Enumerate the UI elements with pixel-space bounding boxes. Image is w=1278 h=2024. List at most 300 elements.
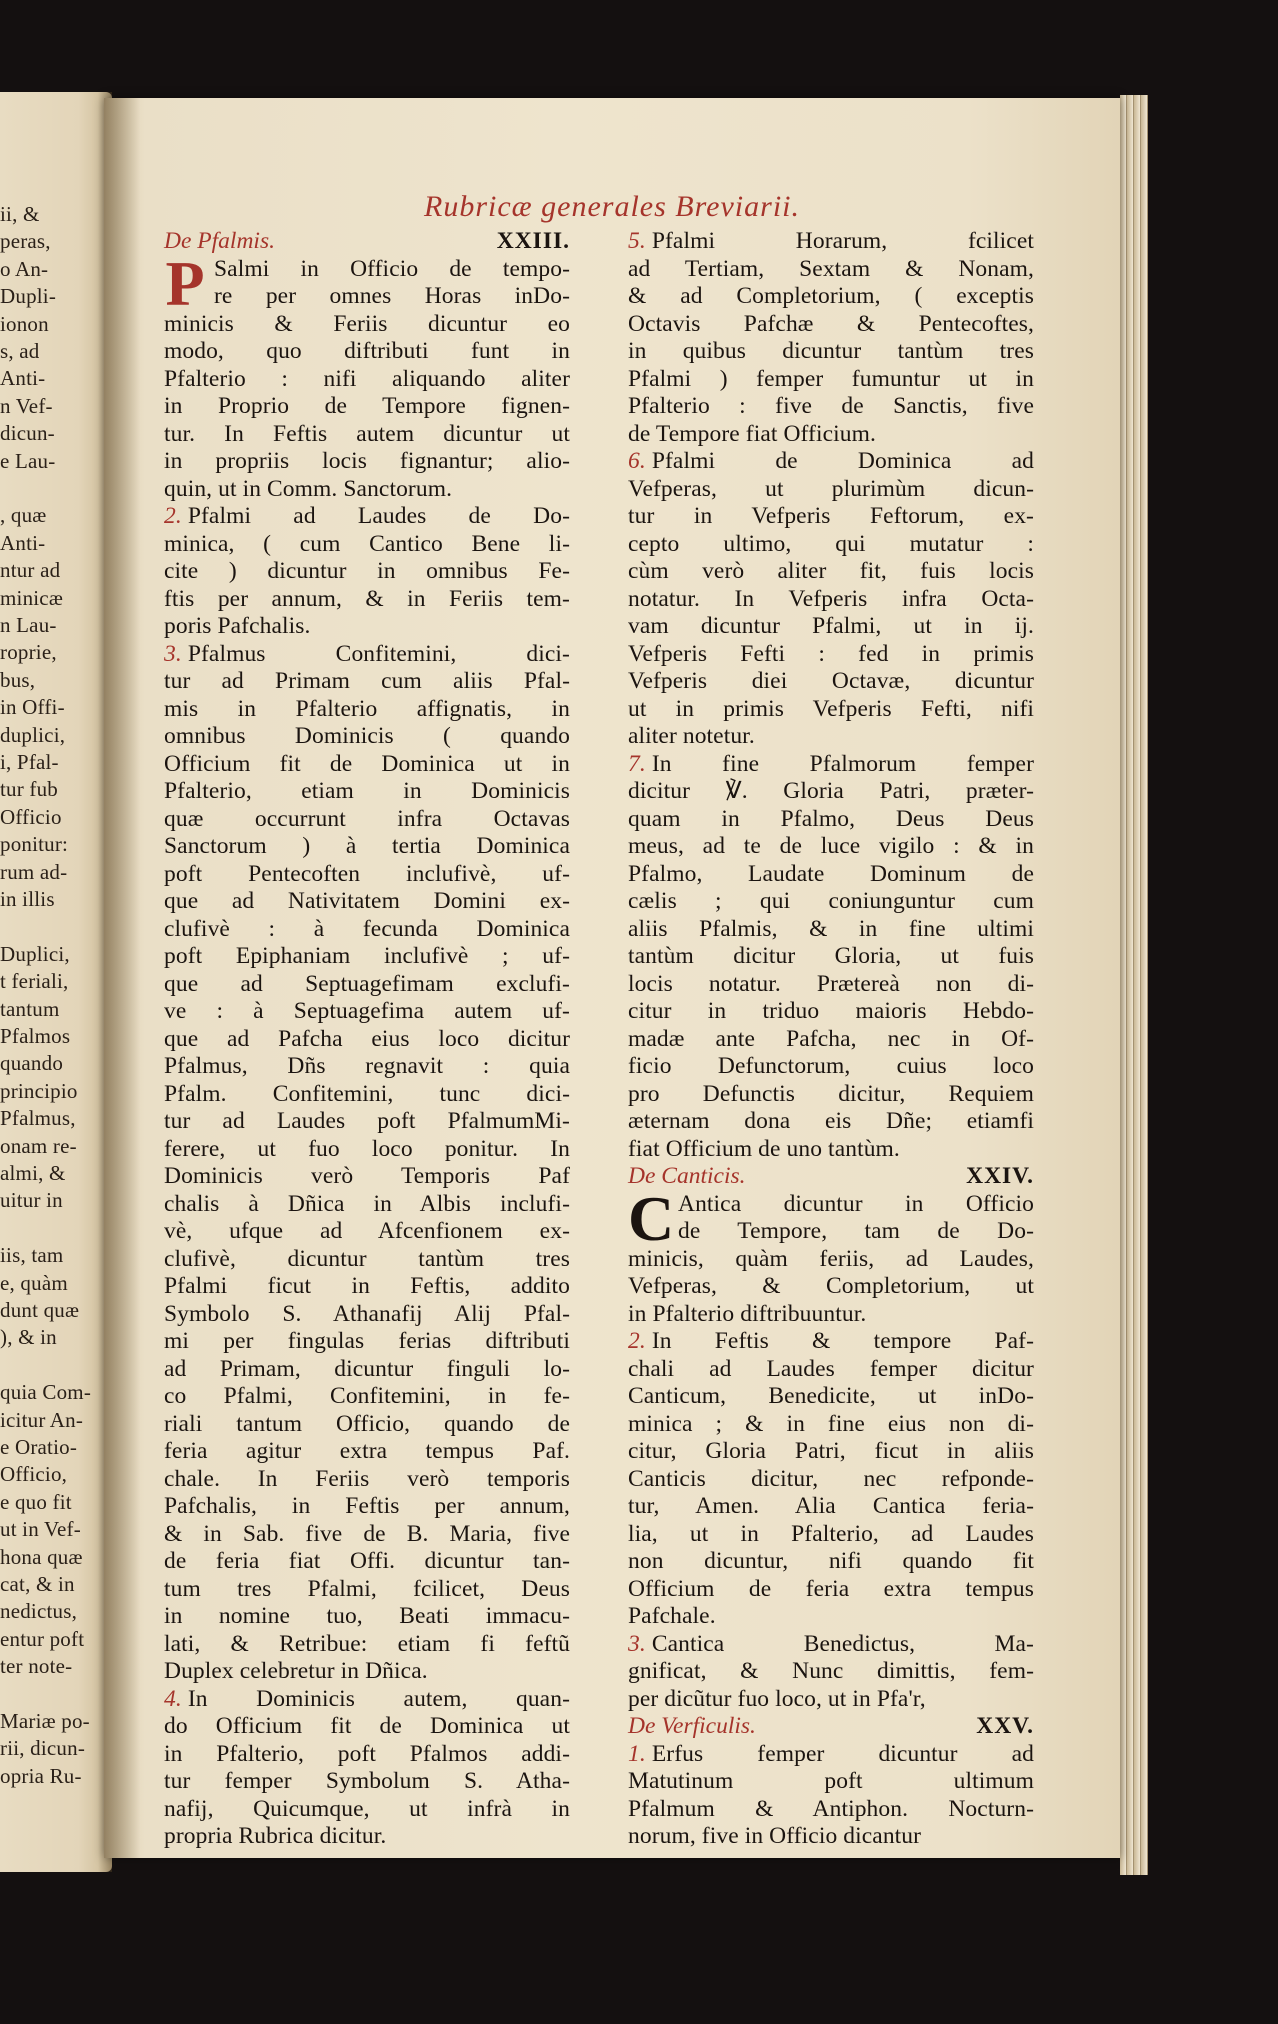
text-line <box>164 448 570 476</box>
left-column <box>164 228 570 1851</box>
line-text: tur, Amen. Alia Cantica feria- <box>628 1493 1034 1519</box>
left-page-fragment: in Offi- <box>0 695 65 720</box>
line-text: Pfalmum & Antiphon. Nocturn- <box>628 1795 1034 1822</box>
text-line <box>628 971 1034 999</box>
line-text: quæ occurrunt infra Octavas <box>164 805 570 832</box>
text-line <box>164 421 570 449</box>
line-text: modo, quo diftributi funt in <box>164 338 570 364</box>
text-line <box>164 1108 570 1136</box>
text-line <box>628 228 1034 256</box>
line-text: ficio Defunctorum, cuius loco <box>628 1053 1034 1079</box>
left-page-fragment: icitur An- <box>0 1407 84 1432</box>
text-line <box>164 668 570 696</box>
text-line <box>164 696 570 724</box>
line-text: feria agitur extra tempus Paf. <box>164 1438 570 1464</box>
left-page-fragment: e quo fit <box>0 1489 72 1514</box>
text-line <box>628 256 1034 284</box>
text-line <box>164 503 570 531</box>
text-line <box>164 1053 570 1081</box>
line-text: nafij, Quicumque, ut infrà in <box>164 1795 570 1822</box>
text-line <box>628 641 1034 669</box>
text-line <box>214 256 570 284</box>
left-page <box>0 92 112 1872</box>
line-text: ve : à Septuagefima autem uf- <box>164 998 570 1024</box>
line-text: dicitur ℣. Gloria Patri, præter- <box>628 778 1034 804</box>
line-text: In fine Pfalmorum femper <box>651 750 1034 777</box>
line-text: Pfalm. Confitemini, tunc dici- <box>164 1080 570 1107</box>
left-page-fragment: ii, & <box>0 202 40 226</box>
line-text: vam dicuntur Pfalmi, ut in ij. <box>628 613 1034 639</box>
section-title: De Canticis. <box>628 1163 746 1189</box>
text-line <box>628 421 1034 449</box>
left-page-fragment: Anti- <box>0 366 46 391</box>
line-text: notatur. In Vefperis infra Octa- <box>628 585 1034 612</box>
text-line <box>164 1768 570 1796</box>
line-text: de Tempore fiat Officium. <box>628 420 876 447</box>
text-line <box>164 338 570 366</box>
paragraph-number: 7. <box>628 750 646 777</box>
left-page-fragment: ntur ad <box>0 558 61 583</box>
text-line <box>628 1466 1034 1494</box>
line-text: tur in Vefperis Feftorum, ex- <box>628 503 1034 529</box>
text-line <box>628 531 1034 559</box>
text-line <box>628 1658 1034 1686</box>
text-line <box>628 1108 1034 1136</box>
line-text: Pfalmi ficut in Feftis, addito <box>164 1273 570 1299</box>
left-page-fragment: hona quæ <box>0 1544 83 1569</box>
section-heading <box>628 1713 1034 1741</box>
text-line <box>164 1466 570 1494</box>
section-heading <box>628 1163 1034 1191</box>
text-line <box>628 1796 1034 1824</box>
text-line <box>164 1356 570 1384</box>
text-line <box>164 1026 570 1054</box>
text-line <box>678 1191 1034 1219</box>
line-text: pro Defunctis dicitur, Requiem <box>628 1080 1034 1107</box>
text-line <box>628 751 1034 779</box>
left-page-fragment: ionon <box>0 311 49 336</box>
line-text: do Officium fit de Dominica ut <box>164 1713 570 1739</box>
line-text: Dominicis verò Temporis Paf <box>164 1163 570 1189</box>
left-page-fragment: t feriali, <box>0 969 69 994</box>
text-line <box>164 1163 570 1191</box>
text-line <box>164 1493 570 1521</box>
left-page-fragment: roprie, <box>0 640 57 665</box>
text-line <box>678 1218 1034 1246</box>
left-page-fragment: entur poft <box>0 1626 85 1651</box>
left-page-fragment: e Lau- <box>0 448 56 473</box>
left-page-fragment: ter note- <box>0 1654 73 1679</box>
left-page-fragment: quia Com- <box>0 1380 92 1405</box>
text-line <box>628 1273 1034 1301</box>
text-line <box>628 1383 1034 1411</box>
text-line <box>628 311 1034 339</box>
text-line <box>628 503 1034 531</box>
text-line <box>164 1438 570 1466</box>
left-page-fragment: Pfalmus, <box>0 1106 76 1131</box>
text-line <box>628 1301 1034 1329</box>
line-text: Pfalmi ad Laudes de Do- <box>187 503 570 529</box>
text-line <box>628 1136 1034 1164</box>
line-text: aliter notetur. <box>628 723 755 749</box>
left-page-fragment: uitur in <box>0 1188 63 1213</box>
text-line <box>628 1686 1034 1714</box>
left-page-fragment: almi, & <box>0 1161 66 1185</box>
text-line <box>164 1328 570 1356</box>
right-column <box>628 228 1034 1851</box>
paragraph-number: 4. <box>164 1685 182 1712</box>
text-line <box>164 971 570 999</box>
line-text: gnificat, & Nunc dimittis, fem- <box>628 1658 1034 1684</box>
left-page-fragment: rum ad- <box>0 859 68 884</box>
left-column-body <box>164 247 570 1851</box>
line-text: mi per fingulas ferias diftributi <box>164 1328 570 1354</box>
text-line <box>164 366 570 394</box>
text-line <box>628 1493 1034 1521</box>
text-line <box>628 1768 1034 1796</box>
paragraph-number: 2. <box>628 1328 646 1354</box>
text-line <box>164 1658 570 1686</box>
line-text: re per omnes Horas inDo- <box>214 283 570 309</box>
text-line <box>628 1081 1034 1109</box>
line-text: & ad Completorium, ( exceptis <box>628 283 1034 309</box>
line-text: clufivè : à fecunda Dominica <box>164 915 570 942</box>
line-text: chali ad Laudes femper dicitur <box>628 1355 1034 1382</box>
text-line <box>164 1823 570 1851</box>
text-line <box>164 998 570 1026</box>
line-text: Duplex celebretur in Dñica. <box>164 1658 428 1684</box>
line-text: Erfus femper dicuntur ad <box>651 1740 1034 1767</box>
text-line <box>164 1301 570 1329</box>
text-line <box>164 806 570 834</box>
line-text: madæ ante Pafcha, nec in Of- <box>628 1025 1034 1052</box>
paragraph-number: 3. <box>164 640 182 667</box>
left-page-fragment: dunt quæ <box>0 1298 80 1322</box>
text-line <box>164 1411 570 1439</box>
line-text: Vefperas, & Completorium, ut <box>628 1273 1034 1299</box>
text-line <box>628 998 1034 1026</box>
line-text: que ad Pafcha eius loco dicitur <box>164 1025 570 1052</box>
line-text: in propriis locis fignantur; alio- <box>164 448 570 474</box>
main-page <box>104 98 1120 1858</box>
text-line <box>164 531 570 559</box>
left-page-fragment: i, Pfal- <box>0 750 59 774</box>
line-text: chalis à Dñica in Albis inclufi- <box>164 1190 570 1217</box>
line-text: Vefperas, ut plurimùm dicun- <box>628 475 1034 502</box>
line-text: citur, Gloria Patri, ficut in aliis <box>628 1438 1034 1464</box>
text-line <box>164 1603 570 1631</box>
text-line <box>628 668 1034 696</box>
line-text: In Feftis & tempore Paf- <box>651 1328 1034 1354</box>
page-edge <box>1120 95 1127 1875</box>
text-line <box>628 916 1034 944</box>
text-line <box>628 778 1034 806</box>
line-text: ad Primam, dicuntur finguli lo- <box>164 1355 570 1382</box>
text-line <box>628 723 1034 751</box>
page-edge <box>1141 95 1148 1875</box>
text-line <box>628 1026 1034 1054</box>
text-line <box>164 1218 570 1246</box>
text-line <box>164 778 570 806</box>
section-title: De Pfalmis. <box>164 228 275 254</box>
text-line <box>164 1631 570 1659</box>
text-line <box>628 1411 1034 1439</box>
text-line <box>164 641 570 669</box>
line-text: tur femper Symbolum S. Atha- <box>164 1768 570 1794</box>
page-gutter-shadow <box>104 98 140 1858</box>
text-line <box>164 861 570 889</box>
text-line <box>214 283 570 311</box>
line-text: Officium fit de Dominica ut in <box>164 750 570 777</box>
line-text: Pfalmi ) femper fumuntur ut in <box>628 365 1034 392</box>
line-text: Pfalmus, Dñs regnavit : quia <box>164 1053 570 1079</box>
line-text: Cantica Benedictus, Ma- <box>651 1630 1034 1657</box>
line-text: in quibus dicuntur tantùm tres <box>628 338 1034 364</box>
left-page-fragment: peras, <box>0 229 51 254</box>
left-page-fragment: n Lau- <box>0 613 57 637</box>
left-page-fragment: nedictus, <box>0 1599 78 1624</box>
left-page-fragment: Dupli- <box>0 284 57 309</box>
line-text: omnibus Dominicis ( quando <box>164 723 570 749</box>
line-text: lia, ut in Pfalterio, ad Laudes <box>628 1520 1034 1547</box>
left-page-fragment: in illis <box>0 887 55 911</box>
text-line <box>164 723 570 751</box>
left-page-fragment: o An- <box>0 256 49 281</box>
text-line <box>164 311 570 339</box>
line-text: Pfalmi Horarum, fcilicet <box>651 228 1034 254</box>
paragraph-number: 6. <box>628 448 646 474</box>
line-text: norum, five in Officio dicantur <box>628 1823 922 1849</box>
left-page-fragment: s, ad <box>0 339 40 363</box>
text-line <box>164 586 570 614</box>
text-line <box>164 1686 570 1714</box>
line-text: ftis per annum, & in Feriis tem- <box>164 585 570 612</box>
line-text: minica, ( cum Cantico Bene li- <box>164 530 570 557</box>
line-text: Matutinum poft ultimum <box>628 1768 1034 1794</box>
section-title: De Verficulis. <box>628 1713 756 1739</box>
text-line <box>628 366 1034 394</box>
line-text: minica ; & in fine eius non di- <box>628 1410 1034 1437</box>
line-text: ad Tertiam, Sextam & Nonam, <box>628 255 1034 282</box>
text-line <box>628 586 1034 614</box>
text-line <box>164 1081 570 1109</box>
text-line <box>628 888 1034 916</box>
line-text: ferere, ut fuo loco ponitur. In <box>164 1135 570 1162</box>
paragraph-number: 2. <box>164 503 182 529</box>
text-line <box>628 1741 1034 1769</box>
text-line <box>164 1548 570 1576</box>
line-text: Pfalterio : nifi aliquando aliter <box>164 365 570 392</box>
text-line <box>628 1823 1034 1851</box>
line-text: que ad Nativitatem Domini ex- <box>164 888 570 914</box>
line-text: minicis, quàm feriis, ad Laudes, <box>628 1245 1034 1272</box>
line-text: Salmi in Officio de tempo- <box>214 255 570 282</box>
line-text: cùm verò aliter fit, fuis locis <box>628 558 1034 584</box>
line-text: Pfalmo, Laudate Dominum de <box>628 860 1034 887</box>
line-text: Vefperis Fefti : fed in primis <box>628 640 1034 667</box>
line-text: aliis Pfalmis, & in fine ultimi <box>628 915 1034 942</box>
left-page-fragment: onam re- <box>0 1133 77 1158</box>
line-text: Octavis Pafchæ & Pentecoftes, <box>628 310 1034 337</box>
text-line <box>164 1246 570 1274</box>
text-line <box>164 1521 570 1549</box>
line-text: chale. In Feriis verò temporis <box>164 1465 570 1492</box>
text-line <box>628 696 1034 724</box>
text-line <box>164 476 570 504</box>
line-text: vè, ufque ad Afcenfionem ex- <box>164 1218 570 1244</box>
page-edge <box>1127 95 1134 1875</box>
line-text: tur ad Laudes poft PfalmumMi- <box>164 1108 570 1134</box>
left-page-fragment: tur fub <box>0 777 58 802</box>
line-text: Pfalmi de Dominica ad <box>651 448 1034 474</box>
left-page-fragment: rii, dicun- <box>0 1736 86 1761</box>
text-line <box>628 1576 1034 1604</box>
left-page-fragment: Mariæ po- <box>0 1709 90 1733</box>
text-line <box>164 393 570 421</box>
text-line <box>628 448 1034 476</box>
section-number: XXIII. <box>496 228 570 254</box>
line-text: co Pfalmi, Confitemini, in fe- <box>164 1383 570 1409</box>
text-line <box>164 833 570 861</box>
text-line <box>628 1631 1034 1659</box>
drop-cap-initial: C <box>628 1182 675 1254</box>
left-page-fragment: dicun- <box>0 421 55 446</box>
line-text: Pfalterio : five de Sanctis, five <box>628 393 1034 419</box>
left-page-fragment: duplici, <box>0 722 66 747</box>
line-text: æternam dona eis Dñe; etiamfi <box>628 1108 1034 1134</box>
line-text: Canticum, Benedicite, ut inDo- <box>628 1383 1034 1409</box>
text-line <box>164 1713 570 1741</box>
text-line <box>628 613 1034 641</box>
text-line <box>164 1741 570 1769</box>
text-line <box>628 558 1034 586</box>
line-text: poris Pafchalis. <box>164 613 311 639</box>
line-text: cepto ultimo, qui mutatur : <box>628 530 1034 557</box>
text-line <box>628 1548 1034 1576</box>
line-text: Pafchalis, in Feftis per annum, <box>164 1493 570 1519</box>
text-line <box>628 1356 1034 1384</box>
line-text: tum tres Pfalmi, fcilicet, Deus <box>164 1575 570 1602</box>
paragraph-number: 5. <box>628 228 646 254</box>
text-line <box>628 1521 1034 1549</box>
text-line <box>164 916 570 944</box>
line-text: de Tempore, tam de Do- <box>678 1218 1034 1244</box>
left-page-fragment: minicæ <box>0 585 64 610</box>
line-text: In Dominicis autem, quan- <box>187 1685 570 1712</box>
section-number: XXV. <box>976 1713 1034 1739</box>
right-column-body-c <box>628 1741 1034 1851</box>
text-line <box>628 1603 1034 1631</box>
text-line <box>628 1328 1034 1356</box>
text-line <box>628 338 1034 366</box>
line-text: Symbolo S. Athanafij Alij Pfal- <box>164 1300 570 1327</box>
line-text: Antica dicuntur in Officio <box>678 1190 1034 1217</box>
paragraph-number: 3. <box>628 1630 646 1657</box>
line-text: que ad Septuagefimam exclufi- <box>164 970 570 997</box>
text-line <box>628 476 1034 504</box>
line-text: clufivè, dicuntur tantùm tres <box>164 1245 570 1272</box>
line-text: lati, & Retribue: etiam fi feftũ <box>164 1630 570 1657</box>
line-text: minicis & Feriis dicuntur eo <box>164 310 570 337</box>
left-page-fragment: n Vef- <box>0 393 53 418</box>
left-page-fragment: Duplici, <box>0 941 70 966</box>
line-text: riali tantum Officio, quando de <box>164 1410 570 1437</box>
line-text: Pfalmus Confitemini, dici- <box>187 640 570 667</box>
line-text: quam in Pfalmo, Deus Deus <box>628 805 1034 832</box>
right-column-body-a <box>628 228 1034 1163</box>
text-line <box>628 833 1034 861</box>
drop-cap-initial: P <box>165 247 205 319</box>
left-page-fragment: cat, & in <box>0 1572 75 1596</box>
line-text: tur ad Primam cum aliis Pfal- <box>164 668 570 694</box>
text-line <box>628 861 1034 889</box>
line-text: Canticis dicitur, nec refponde- <box>628 1465 1034 1492</box>
left-page-fragment: principio <box>0 1078 78 1103</box>
line-text: meus, ad te de luce vigilo : & in <box>628 833 1034 859</box>
line-text: cælis ; qui coniunguntur cum <box>628 888 1034 914</box>
right-column-body-b <box>628 1182 1034 1714</box>
line-text: Pafchale. <box>628 1603 716 1629</box>
paragraph-number: 1. <box>628 1740 646 1767</box>
left-page-fragment: quando <box>0 1051 64 1076</box>
line-text: mis in Pfalterio affignatis, in <box>164 695 570 722</box>
text-line <box>628 283 1034 311</box>
line-text: ut in primis Vefperis Fefti, nifi <box>628 695 1034 722</box>
line-text: in Proprio de Tempore fignen- <box>164 393 570 419</box>
left-page-fragment: Officio <box>0 804 62 829</box>
section-heading <box>164 228 570 256</box>
text-line <box>164 1273 570 1301</box>
text-line <box>628 806 1034 834</box>
line-text: tantùm dicitur Gloria, ut fuis <box>628 943 1034 969</box>
text-line <box>164 613 570 641</box>
text-line <box>164 751 570 779</box>
line-text: in Pfalterio diftribuuntur. <box>628 1300 867 1327</box>
line-text: cite ) dicuntur in omnibus Fe- <box>164 558 570 584</box>
left-page-fragment: opria Ru- <box>0 1763 82 1788</box>
line-text: tur. In Feftis autem dicuntur ut <box>164 420 570 447</box>
left-page-fragment: Officio, <box>0 1462 68 1487</box>
text-line <box>164 1576 570 1604</box>
line-text: de feria fiat Offi. dicuntur tan- <box>164 1548 570 1574</box>
left-page-fragment: e, quàm <box>0 1270 68 1295</box>
left-page-fragment: Anti- <box>0 530 46 555</box>
line-text: in nomine tuo, Beati immacu- <box>164 1603 570 1629</box>
left-page-fragment: bus, <box>0 667 36 692</box>
left-page-fragment: tantum <box>0 996 60 1021</box>
line-text: Officium de feria extra tempus <box>628 1575 1034 1602</box>
line-text: poft Pentecoften inclufivè, uf- <box>164 860 570 887</box>
text-line <box>628 393 1034 421</box>
text-line <box>164 1191 570 1219</box>
line-text: & in Sab. five de B. Maria, five <box>164 1520 570 1547</box>
line-text: Vefperis diei Octavæ, dicuntur <box>628 668 1034 694</box>
left-page-fragment: e Oratio- <box>0 1435 78 1459</box>
line-text: citur in triduo maioris Hebdo- <box>628 998 1034 1024</box>
text-line <box>628 1053 1034 1081</box>
page-edge <box>1134 95 1141 1875</box>
left-page-fragment: , quæ <box>0 503 47 528</box>
text-line <box>628 1438 1034 1466</box>
left-page-fragment: ut in Vef- <box>0 1517 81 1542</box>
line-text: locis notatur. Prætereà non di- <box>628 970 1034 997</box>
line-text: propria Rubrica dicitur. <box>164 1823 387 1849</box>
left-page-fragment: iis, tam <box>0 1243 64 1268</box>
line-text: in Pfalterio, poft Pfalmos addi- <box>164 1740 570 1767</box>
text-line <box>628 1246 1034 1274</box>
text-line <box>164 888 570 916</box>
left-page-fragment: ), & in <box>0 1325 57 1350</box>
